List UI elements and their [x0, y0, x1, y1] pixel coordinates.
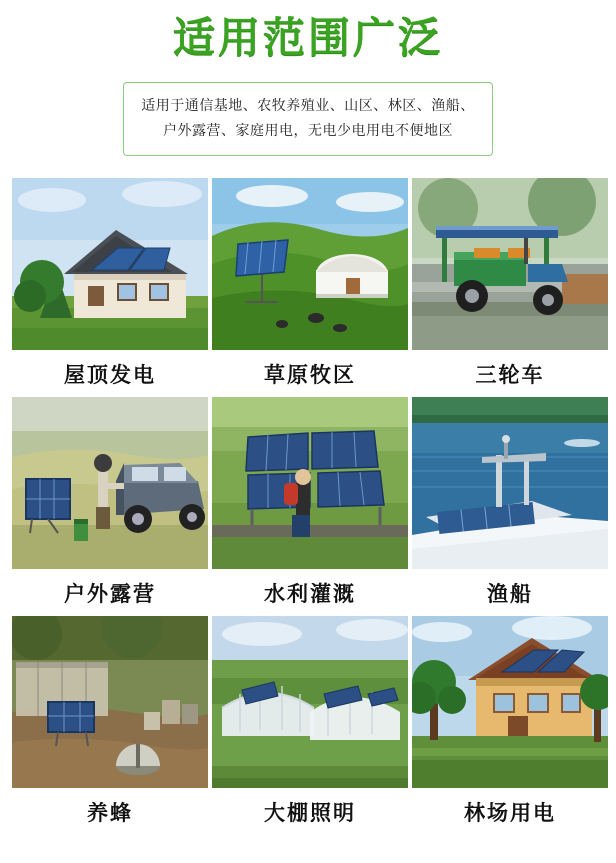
photo-grassland-yurt-solar — [212, 178, 408, 350]
gallery-item-label: 三轮车 — [475, 363, 545, 388]
subtitle-line-2: 户外露营、家庭用电，无电少电用电不便地区 — [163, 122, 453, 139]
photo-beekeeping-solar — [12, 616, 208, 788]
gallery-item-label: 养蜂 — [87, 801, 133, 826]
photo-greenhouse-lighting — [212, 616, 408, 788]
photo-irrigation-solar — [212, 397, 408, 569]
gallery-item — [12, 616, 208, 829]
gallery-item — [412, 397, 608, 610]
subtitle-line-1: 适用于通信基地、农牧养殖业、山区、林区、渔船、 — [141, 98, 475, 115]
gallery-item — [412, 616, 608, 829]
gallery-item — [212, 178, 408, 391]
gallery-item-label: 户外露营 — [64, 582, 156, 607]
photo-fishing-boat-solar — [412, 397, 608, 569]
subtitle-box — [123, 82, 493, 156]
gallery-item-label: 渔船 — [487, 582, 533, 607]
photo-solar-tricycle — [412, 178, 608, 350]
application-gallery — [8, 178, 608, 829]
gallery-item-label: 屋顶发电 — [64, 363, 156, 388]
page-title: 适用范围广泛 — [172, 13, 443, 62]
promo-page — [0, 14, 616, 863]
photo-forest-farm-power — [412, 616, 608, 788]
gallery-item — [12, 178, 208, 391]
gallery-item-label: 水利灌溉 — [264, 582, 356, 607]
gallery-item — [212, 397, 408, 610]
gallery-item-label: 草原牧区 — [264, 363, 356, 388]
gallery-item-label: 林场用电 — [464, 801, 556, 826]
gallery-item — [212, 616, 408, 829]
photo-house-roof-solar — [12, 178, 208, 350]
gallery-item-label: 大棚照明 — [264, 801, 356, 826]
gallery-item — [12, 397, 208, 610]
photo-outdoor-camping-car — [12, 397, 208, 569]
gallery-item — [412, 178, 608, 391]
